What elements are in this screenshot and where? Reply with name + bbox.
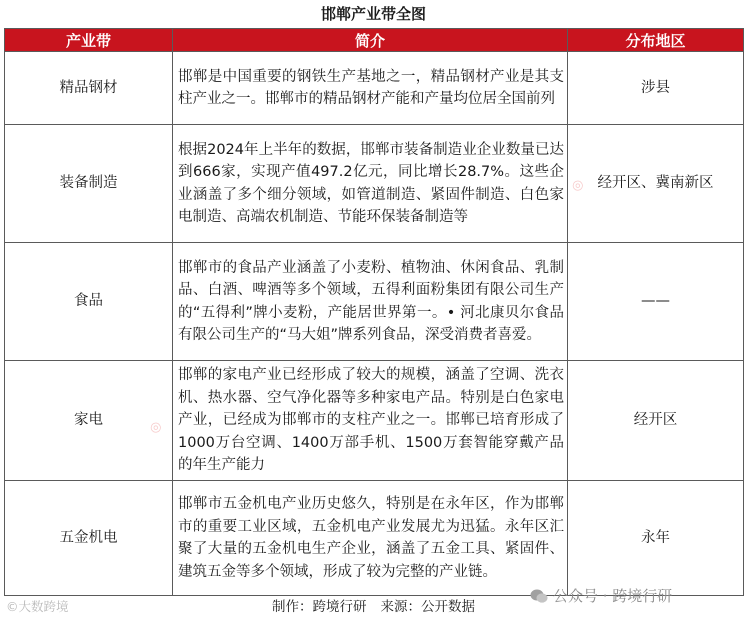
- industry-intro: 根据2024年上半年的数据，邯郸市装备制造业企业数量已达到666家，实现产值497.2亿元，同比增长28.7%。这些企业涵盖了多个细分领域，如管道制造、紧固件制造、白色家电制造、高端农机制造、节能环保装备制造等: [173, 125, 568, 243]
- footer: [0, 598, 747, 616]
- industry-name: 食品: [5, 243, 173, 361]
- industry-name: 五金机电: [5, 481, 173, 596]
- industry-intro: 邯郸市五金机电产业历史悠久，特别是在永年区，作为邯郸市的重要工业区域，五金机电产业发展尤为迅猛。永年区汇聚了大量的五金机电生产企业，涵盖了五金工具、紧固件、建筑五金等多个领域，形成了较为完整的产业链。: [173, 481, 568, 596]
- table-row: [5, 361, 744, 481]
- table-row: [5, 125, 744, 243]
- industry-intro: 邯郸是中国重要的钢铁生产基地之一，精品钢材产业是其支柱产业之一。邯郸市的精品钢材产能和产量均位居全国前列: [173, 52, 568, 125]
- industry-area: 永年: [568, 481, 744, 596]
- industry-area: 经开区、冀南新区: [568, 125, 744, 243]
- table-row: [5, 52, 744, 125]
- watermark-stamp: ◎: [146, 418, 165, 437]
- corner-watermark: ©大数跨境: [6, 599, 69, 614]
- column-header-intro: 简介: [173, 29, 568, 52]
- footer-source: 来源：公开数据: [380, 599, 475, 615]
- industry-name: 家电: [5, 361, 173, 481]
- table-header-row: [5, 29, 744, 52]
- wechat-watermark-text: 公众号 · 跨境行研: [553, 587, 673, 605]
- column-header-industry: 产业带: [5, 29, 173, 52]
- footer-maker: 制作：跨境行研: [272, 599, 367, 615]
- table-row: [5, 481, 744, 596]
- industry-name: 装备制造: [5, 125, 173, 243]
- industry-name: 精品钢材: [5, 52, 173, 125]
- industry-intro: 邯郸的家电产业已经形成了较大的规模，涵盖了空调、洗衣机、热水器、空气净化器等多种家电产品。特别是白色家电产业，已经成为邯郸市的支柱产业之一。邯郸已培育形成了1000万台空调、1400万部手机、1500万套智能穿戴产品的年生产能力: [173, 361, 568, 481]
- page-title: 邯郸产业带全图: [320, 5, 426, 23]
- table-row: [5, 243, 744, 361]
- industry-intro: 邯郸市的食品产业涵盖了小麦粉、植物油、休闲食品、乳制品、白酒、啤酒等多个领域，五得利面粉集团有限公司生产的“五得利”牌小麦粉，产能居世界第一。• 河北康贝尔食品有限公司生产的“马大姐”牌系列食品，深受消费者喜爱。: [173, 243, 568, 361]
- column-header-area: 分布地区: [568, 29, 744, 52]
- industry-area: 涉县: [568, 52, 744, 125]
- watermark-stamp: ◎: [568, 176, 587, 195]
- industry-area: ——: [568, 243, 744, 361]
- industry-table: [4, 28, 744, 596]
- industry-area: 经开区: [568, 361, 744, 481]
